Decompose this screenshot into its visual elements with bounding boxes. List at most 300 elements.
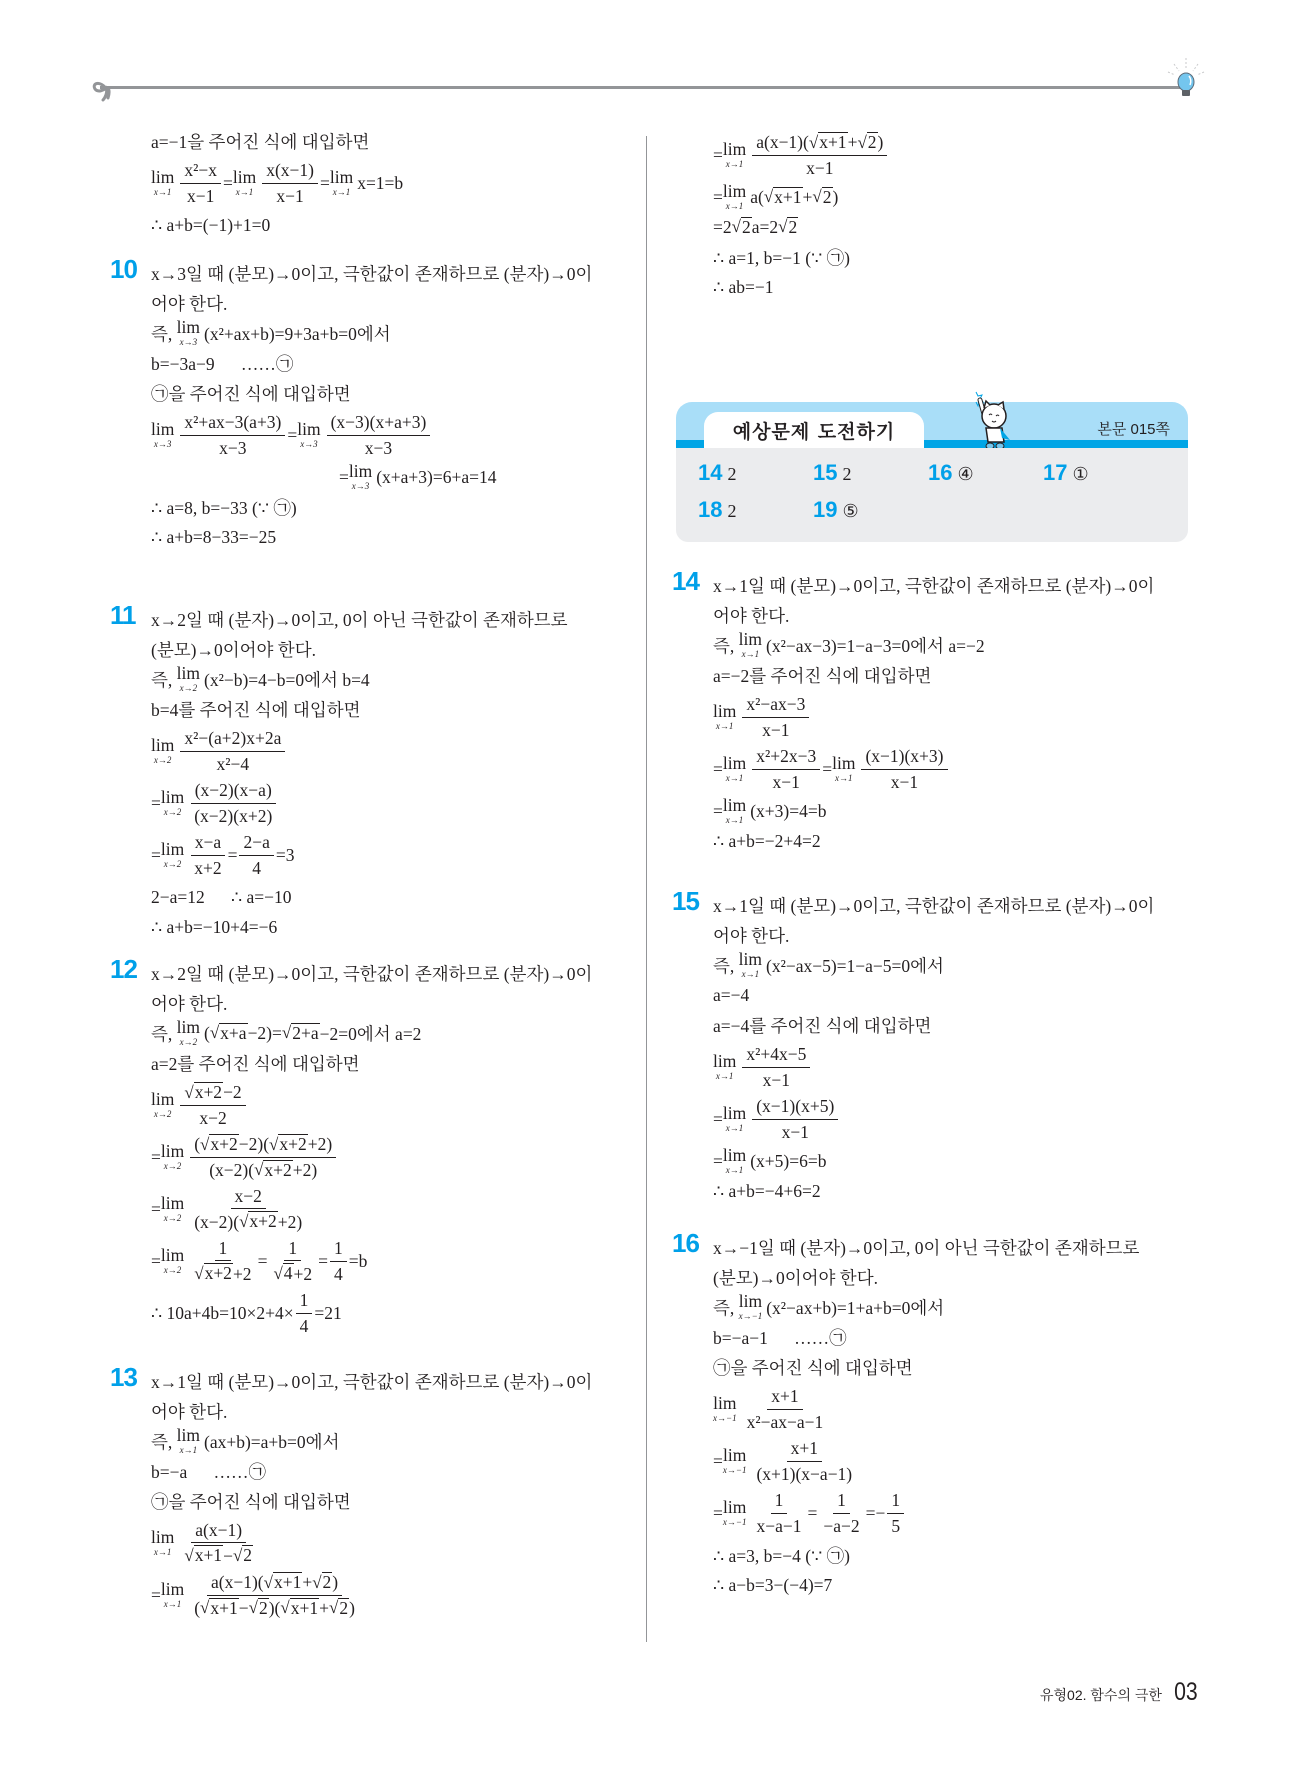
text-run: x²−ax−3 xyxy=(746,694,806,715)
text-run: (x−3)(x+a+3) xyxy=(330,412,427,433)
limit-operator xyxy=(722,1444,747,1476)
answer-item xyxy=(813,460,851,486)
fraction xyxy=(190,1572,359,1618)
lim-subscript: x→1 xyxy=(715,721,734,732)
fraction xyxy=(262,160,318,205)
answer-value: 2 xyxy=(727,501,737,521)
radical-sign: √ xyxy=(269,1134,279,1154)
numerator xyxy=(180,412,285,435)
radicand: x+1 xyxy=(210,1597,238,1618)
lim-subscript: x→−1 xyxy=(738,1311,763,1322)
problem-number: 16 xyxy=(672,1228,699,1258)
radical-sign: √ xyxy=(312,1572,322,1592)
solution-16 xyxy=(672,1228,1172,1600)
text-run: x−3 xyxy=(364,437,393,458)
text-run: x→1일 때 (분모)→0이고, 극한값이 존재하므로 (분자)→0이 xyxy=(713,575,1155,596)
answer-number: 14 xyxy=(698,460,723,485)
limit-operator xyxy=(151,1526,175,1558)
text-run: ㉠을 주어진 식에 대입하면 xyxy=(151,383,351,404)
lim-word: lim xyxy=(176,1424,200,1445)
text-run: = xyxy=(713,186,723,207)
solution-line xyxy=(151,830,610,880)
text-run: 어야 한다. xyxy=(713,925,790,946)
text-run: x²−x xyxy=(184,160,217,181)
lim-subscript: x→2 xyxy=(179,1037,198,1048)
text-run: =− xyxy=(865,1502,886,1523)
text-run: +2) xyxy=(277,1211,303,1232)
limit-operator xyxy=(713,1392,737,1424)
fraction xyxy=(327,412,431,457)
numerator xyxy=(327,412,431,435)
solution-body xyxy=(151,958,610,1338)
solution-line xyxy=(151,210,610,240)
solution-line xyxy=(151,1396,610,1426)
denominator xyxy=(296,1314,313,1336)
solution-14 xyxy=(672,566,1172,856)
denominator xyxy=(190,804,276,826)
numerator xyxy=(262,160,318,183)
text-run: ∴ a+b=8−33=−25 xyxy=(151,526,277,547)
radicand: x+2 xyxy=(194,1082,223,1103)
lim-word: lim xyxy=(160,1578,185,1599)
text-run: ∴ 10a+4b=10×2+4× xyxy=(151,1302,294,1323)
square-root xyxy=(764,187,803,207)
solution-line xyxy=(151,410,610,460)
denominator xyxy=(248,856,265,878)
problem-number: 11 xyxy=(110,600,136,630)
text-run: x²−4 xyxy=(216,753,250,774)
text-run: ㉠을 주어진 식에 대입하면 xyxy=(151,1491,351,1512)
square-root xyxy=(273,1263,293,1283)
solution-line xyxy=(713,1352,1172,1382)
text-run: ∴ a+b=−4+6=2 xyxy=(713,1180,821,1201)
radical-sign: √ xyxy=(239,1212,249,1232)
solution-line xyxy=(713,796,1172,826)
lim-word: lim xyxy=(832,752,856,773)
text-run: = xyxy=(151,1198,161,1219)
denominator xyxy=(190,856,225,878)
lim-word: lim xyxy=(722,1102,747,1123)
square-root xyxy=(200,1134,239,1154)
radical-sign: √ xyxy=(731,217,741,237)
solution-line xyxy=(713,1010,1172,1040)
problem-number: 10 xyxy=(110,254,137,284)
limit-operator xyxy=(232,166,257,198)
radicand: 2+a xyxy=(292,1022,319,1043)
numerator xyxy=(861,746,947,769)
fraction xyxy=(239,832,273,877)
square-root xyxy=(194,1263,233,1283)
fraction xyxy=(180,1082,245,1127)
answer-box-title: 예상문제 도전하기 xyxy=(704,412,924,448)
lim-subscript: x→1 xyxy=(332,187,351,198)
lim-subscript: x→1 xyxy=(235,187,254,198)
radical-sign: √ xyxy=(263,1572,273,1592)
lim-word: lim xyxy=(176,316,200,337)
text-run: 1 xyxy=(837,1490,846,1511)
limit-operator xyxy=(151,418,175,450)
solution-line xyxy=(151,288,610,318)
radical-sign: √ xyxy=(184,1083,194,1103)
text-run: (x²−ax−3)=1−a−3=0에서 a=−2 xyxy=(766,635,985,656)
lim-word: lim xyxy=(738,1290,763,1311)
text-run: a(x−1)( xyxy=(756,132,809,153)
numerator xyxy=(330,1238,347,1261)
solution-line xyxy=(713,980,1172,1010)
limit-operator xyxy=(151,166,175,198)
answer-value: ⑤ xyxy=(842,501,859,521)
fraction xyxy=(752,132,887,177)
limit-operator xyxy=(738,1290,763,1322)
text-run: (x−2)(x+2) xyxy=(194,805,273,826)
solution-line xyxy=(713,242,1172,272)
solution-line xyxy=(151,1288,610,1338)
lim-word: lim xyxy=(722,138,747,159)
text-run: x→−1일 때 (분자)→0이고, 0이 아닌 극한값이 존재하므로 xyxy=(713,1237,1140,1258)
solution-line xyxy=(713,890,1172,920)
fraction xyxy=(742,1044,810,1089)
text-run: x²+4x−5 xyxy=(746,1044,807,1065)
lim-word: lim xyxy=(176,1016,200,1037)
denominator xyxy=(778,1120,813,1142)
limit-operator xyxy=(176,1016,200,1048)
numerator xyxy=(742,694,809,717)
text-run: x−2 xyxy=(199,1107,227,1128)
fraction xyxy=(330,1238,347,1283)
radicand: 4 xyxy=(283,1263,293,1284)
denominator xyxy=(190,1261,255,1283)
square-root xyxy=(778,217,798,237)
solution-continued xyxy=(110,126,610,240)
radical-sign: √ xyxy=(778,217,788,237)
solution-line xyxy=(713,1322,1172,1352)
lim-subscript: x→3 xyxy=(153,439,172,450)
text-run: =b xyxy=(348,1250,368,1271)
solution-line xyxy=(713,920,1172,950)
square-root xyxy=(280,1598,319,1618)
text-run: =21 xyxy=(314,1302,342,1323)
limit-operator xyxy=(722,752,747,784)
lim-subscript: x→−1 xyxy=(722,1465,747,1476)
radical-sign: √ xyxy=(184,1546,194,1566)
square-root xyxy=(282,1023,320,1043)
solution-line xyxy=(151,1018,610,1048)
text-run: = xyxy=(222,172,233,193)
numerator xyxy=(771,1490,788,1513)
text-run: x→1일 때 (분모)→0이고, 극한값이 존재하므로 (분자)→0이 xyxy=(151,1371,593,1392)
text-run: x²+ax−3(a+3) xyxy=(184,412,282,433)
numerator xyxy=(752,1096,838,1119)
fraction xyxy=(180,728,285,773)
text-run: x→3일 때 (분모)→0이고, 극한값이 존재하므로 (분자)→0이 xyxy=(151,263,593,284)
lim-subscript: x→3 xyxy=(351,481,370,492)
fraction xyxy=(752,1438,856,1483)
problem-number: 14 xyxy=(672,566,699,596)
lim-subscript: x→1 xyxy=(835,773,853,784)
square-root xyxy=(264,1572,303,1592)
text-run: +2 xyxy=(232,1263,252,1284)
square-root xyxy=(184,1082,223,1102)
lim-subscript: x→1 xyxy=(725,201,744,212)
answer-number: 17 xyxy=(1043,460,1068,485)
solution-line xyxy=(151,1570,610,1620)
solution-10 xyxy=(110,254,610,552)
problem-number: 12 xyxy=(110,954,137,984)
radicand: x+2 xyxy=(264,1159,292,1180)
radical-sign: √ xyxy=(812,187,822,207)
lim-subscript: x→1 xyxy=(153,1547,172,1558)
answer-item xyxy=(698,460,736,486)
solution-line xyxy=(151,1236,610,1286)
text-run: 1 xyxy=(334,1238,343,1259)
text-run: b=−a−1 ……㉠ xyxy=(713,1327,847,1348)
lim-word: lim xyxy=(329,166,354,187)
solution-line xyxy=(713,826,1172,856)
numerator xyxy=(887,1490,904,1513)
limit-operator xyxy=(722,1496,747,1528)
text-run: = xyxy=(318,1250,329,1271)
answer-item xyxy=(698,497,736,523)
lim-word: lim xyxy=(160,786,185,807)
ribbon-knot-icon xyxy=(92,76,122,102)
solution-line xyxy=(151,1132,610,1182)
fraction xyxy=(819,1490,863,1535)
page-footer xyxy=(1040,1678,1200,1707)
limit-operator xyxy=(722,794,747,826)
text-run: (x+3)=4=b xyxy=(750,800,827,821)
radical-sign: √ xyxy=(200,1598,210,1618)
text-run: a=−1을 주어진 식에 대입하면 xyxy=(151,131,370,152)
text-run: x−1 xyxy=(762,1069,791,1090)
solution-line xyxy=(151,1456,610,1486)
fraction xyxy=(180,412,285,457)
lim-word: lim xyxy=(722,752,747,773)
radicand: x+1 xyxy=(819,132,847,153)
page-number: 03 xyxy=(1174,1678,1198,1706)
text-run: 1 xyxy=(218,1238,228,1259)
lim-subscript: x→2 xyxy=(163,807,182,818)
square-root xyxy=(812,187,832,207)
text-run: 4 xyxy=(252,857,262,878)
radical-sign: √ xyxy=(763,187,774,207)
numerator xyxy=(833,1490,850,1513)
text-run: −2)( xyxy=(238,1134,270,1155)
radical-sign: √ xyxy=(808,133,819,153)
text-run: (x−2)( xyxy=(209,1159,255,1180)
denominator xyxy=(195,1106,230,1128)
solution-body xyxy=(713,890,1172,1206)
fraction xyxy=(752,746,820,791)
solution-line xyxy=(151,378,610,408)
lim-subscript: x→2 xyxy=(163,1161,182,1172)
lim-word: lim xyxy=(713,1392,737,1413)
square-root xyxy=(254,1160,293,1180)
text-run: −2=0에서 a=2 xyxy=(319,1023,422,1044)
text-run: (x−1)(x+5) xyxy=(756,1096,835,1117)
text-run: x=1=b xyxy=(357,172,404,193)
solution-body xyxy=(151,604,610,942)
solution-line xyxy=(713,1176,1172,1206)
lim-word: lim xyxy=(722,1144,747,1165)
limit-operator xyxy=(160,1140,185,1172)
lim-word: lim xyxy=(176,662,200,683)
lim-word: lim xyxy=(722,794,747,815)
text-run: ∴ a=3, b=−4 (∵ ㉠) xyxy=(713,1545,850,1566)
solution-line xyxy=(713,630,1172,660)
limit-operator xyxy=(160,1244,185,1276)
radicand: x+1 xyxy=(774,186,802,207)
radical-sign: √ xyxy=(273,1264,283,1284)
solution-line xyxy=(713,1094,1172,1144)
solution-line xyxy=(713,1292,1172,1322)
text-run: x²−ax−a−1 xyxy=(746,1411,824,1432)
text-run: =2 xyxy=(713,216,732,237)
numerator xyxy=(180,1082,245,1105)
lim-subscript: x→2 xyxy=(153,1109,172,1120)
text-run: + xyxy=(802,186,813,207)
answer-box-reference: 본문 015쪽 xyxy=(1097,421,1170,438)
fraction xyxy=(180,160,221,205)
radical-sign: √ xyxy=(194,1264,204,1284)
solution-line xyxy=(151,348,610,378)
lim-word: lim xyxy=(151,166,175,187)
radicand: x+1 xyxy=(273,1572,302,1593)
text-run: 즉, xyxy=(713,955,739,976)
text-run: x−1 xyxy=(781,1121,809,1142)
denominator xyxy=(887,770,922,792)
solution-line xyxy=(151,1048,610,1078)
square-root xyxy=(732,217,752,237)
lim-word: lim xyxy=(160,1192,185,1213)
text-run: = xyxy=(713,800,723,821)
limit-operator xyxy=(297,418,321,450)
text-run: = xyxy=(713,1502,723,1523)
radicand: 2 xyxy=(822,186,832,207)
solution-line xyxy=(151,318,610,348)
numerator xyxy=(190,1134,336,1157)
lim-subscript: x→2 xyxy=(163,1213,182,1224)
limit-operator xyxy=(176,1424,200,1456)
text-run: 어야 한다. xyxy=(151,293,228,314)
solution-line xyxy=(151,604,610,634)
solution-line xyxy=(713,182,1172,212)
answer-item xyxy=(928,460,974,486)
text-run: +2 xyxy=(293,1263,313,1284)
square-root xyxy=(233,1545,253,1565)
text-run: a=−4를 주어진 식에 대입하면 xyxy=(713,1015,932,1036)
answer-item xyxy=(813,497,859,523)
text-run: = xyxy=(287,424,298,445)
text-run: 2−a xyxy=(243,832,270,853)
text-run: x−1 xyxy=(762,719,790,740)
answer-value: ① xyxy=(1072,464,1089,484)
limit-operator xyxy=(722,1144,747,1176)
text-run: )( xyxy=(268,1597,281,1618)
square-root xyxy=(239,1211,278,1231)
lim-subscript: x→1 xyxy=(715,1071,734,1082)
text-run: 1 xyxy=(774,1490,784,1511)
radicand: 2 xyxy=(339,1597,349,1618)
lim-word: lim xyxy=(713,700,737,721)
text-run: x−3 xyxy=(219,437,247,458)
text-run: (분모)→0이어야 한다. xyxy=(713,1267,878,1288)
text-run: 즉, xyxy=(151,323,177,344)
lim-word: lim xyxy=(738,948,762,969)
solution-12 xyxy=(110,954,610,1340)
lim-word: lim xyxy=(232,166,257,187)
lim-subscript: x→2 xyxy=(163,859,182,870)
limit-operator xyxy=(160,838,185,870)
lim-word: lim xyxy=(151,418,175,439)
solution-11 xyxy=(110,600,610,942)
text-run: −a−2 xyxy=(823,1515,860,1536)
radicand: x+1 xyxy=(290,1597,319,1618)
text-run: x−a xyxy=(194,832,222,853)
text-run: ∴ a+b=(−1)+1=0 xyxy=(151,214,271,235)
limit-operator xyxy=(722,138,747,170)
numerator xyxy=(191,1520,246,1543)
text-run: (x²−b)=4−b=0에서 b=4 xyxy=(204,669,370,690)
text-run: b=−a ……㉠ xyxy=(151,1461,267,1482)
text-run: = xyxy=(151,792,161,813)
numerator xyxy=(207,1572,342,1595)
limit-operator xyxy=(738,628,762,660)
text-run: (x−2)( xyxy=(194,1211,240,1232)
radical-sign: √ xyxy=(200,1134,210,1154)
solution-15 xyxy=(672,886,1172,1206)
denominator xyxy=(269,1261,316,1283)
text-run: x²+2x−3 xyxy=(756,746,817,767)
solution-line xyxy=(151,492,610,522)
answer-item xyxy=(1043,460,1089,486)
lim-subscript: x→1 xyxy=(725,1123,744,1134)
text-run: ) xyxy=(877,132,884,153)
lim-subscript: x→1 xyxy=(741,649,760,660)
solution-line xyxy=(713,692,1172,742)
solution-line xyxy=(713,570,1172,600)
radical-sign: √ xyxy=(280,1598,290,1618)
text-run: (x+5)=6=b xyxy=(750,1150,827,1171)
radicand: x+1 xyxy=(194,1545,223,1566)
solution-line xyxy=(151,158,610,208)
limit-operator xyxy=(713,700,737,732)
text-run: ∴ a−b=3−(−4)=7 xyxy=(713,1574,833,1595)
answer-value: 2 xyxy=(842,464,852,484)
radicand: 2 xyxy=(243,1545,253,1566)
limit-operator xyxy=(722,1102,747,1134)
limit-operator xyxy=(722,180,747,212)
text-run: a=−4 xyxy=(713,984,750,1005)
radical-sign: √ xyxy=(281,1023,292,1043)
fraction xyxy=(190,1238,255,1283)
text-run: 즉, xyxy=(151,1023,177,1044)
solution-line xyxy=(151,462,610,492)
lim-word: lim xyxy=(722,180,747,201)
radicand: x+2 xyxy=(204,1263,232,1284)
lim-subscript: x→1 xyxy=(725,815,744,826)
denominator xyxy=(769,770,804,792)
square-root xyxy=(312,1572,332,1592)
text-run: + xyxy=(847,132,858,153)
text-run: 1 xyxy=(299,1290,309,1311)
fraction xyxy=(752,1490,805,1535)
denominator xyxy=(215,436,250,458)
solution-line xyxy=(713,130,1172,180)
solution-line xyxy=(151,988,610,1018)
numerator xyxy=(742,1044,810,1067)
solution-line xyxy=(713,1042,1172,1092)
square-root xyxy=(200,1598,239,1618)
